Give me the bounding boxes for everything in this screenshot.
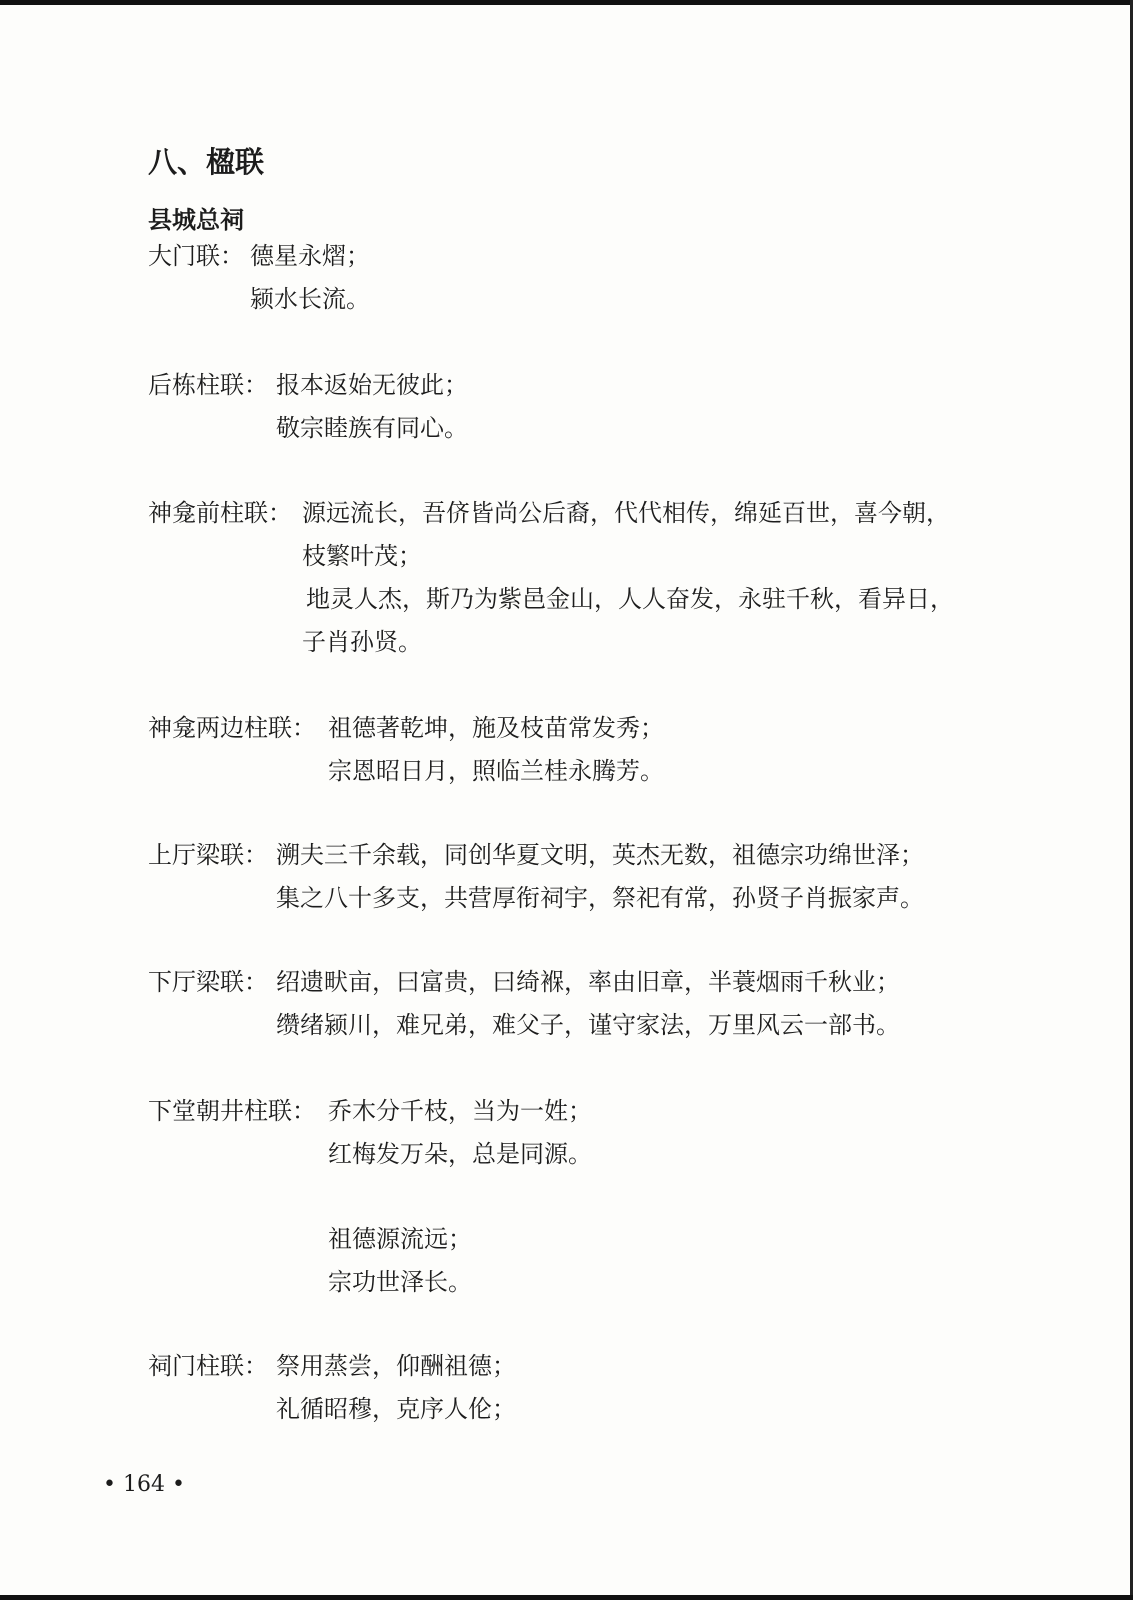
couplet-line: 祖德源流远；: [328, 1225, 472, 1253]
couplet-line: 敬宗睦族有同心。: [276, 414, 468, 442]
couplet-line: 礼循昭穆，克序人伦；: [276, 1395, 516, 1423]
couplet-line: 缵绪颍川，难兄弟，难父子，谨守家法，万里风云一部书。: [276, 1011, 900, 1039]
couplet-line: 祖德著乾坤，施及枝苗常发秀；: [328, 714, 664, 742]
couplet-line: 宗功世泽长。: [328, 1268, 472, 1296]
subsection-title: 县城总祠: [148, 206, 244, 234]
couplet-label: 下堂朝井柱联：: [148, 1097, 316, 1125]
couplet-line: 祭用蒸尝，仰酬祖德；: [276, 1352, 516, 1380]
couplet-line: 源远流长，吾侪皆尚公后裔，代代相传，绵延百世，喜今朝，: [302, 499, 950, 527]
section-title: 八、楹联: [148, 145, 265, 179]
couplet-line: 宗恩昭日月，照临兰桂永腾芳。: [328, 757, 664, 785]
couplet-line: 德星永熠；: [250, 242, 370, 270]
couplet-line: 乔木分千枝，当为一姓；: [328, 1097, 592, 1125]
scan-top-edge: [0, 0, 1133, 5]
couplet-line: 地灵人杰，斯乃为紫邑金山，人人奋发，永驻千秋，看异日，: [306, 585, 954, 613]
couplet-label: 后栋柱联：: [148, 371, 268, 399]
scan-bottom-edge: [0, 1595, 1133, 1600]
couplet-line: 枝繁叶茂；: [302, 542, 422, 570]
couplet-label: 祠门柱联：: [148, 1352, 268, 1380]
page-number: • 164 •: [103, 1472, 185, 1497]
couplet-line: 报本返始无彼此；: [276, 371, 468, 399]
couplet-label: 神龛前柱联：: [148, 499, 292, 527]
couplet-label: 神龛两边柱联：: [148, 714, 316, 742]
couplet-line: 绍遗畎亩，曰富贵，曰绮褓，率由旧章，半蓑烟雨千秋业；: [276, 968, 900, 996]
couplet-line: 子肖孙贤。: [302, 628, 422, 656]
couplet-line: 集之八十多支，共营厚衔祠宇，祭祀有常，孙贤子肖振家声。: [276, 884, 924, 912]
couplet-line: 颍水长流。: [250, 285, 370, 313]
couplet-label: 上厅梁联：: [148, 841, 268, 869]
couplet-line: 溯夫三千余载，同创华夏文明，英杰无数，祖德宗功绵世泽；: [276, 841, 924, 869]
couplet-line: 红梅发万朵，总是同源。: [328, 1140, 592, 1168]
couplet-label: 下厅梁联：: [148, 968, 268, 996]
couplet-label: 大门联：: [148, 242, 244, 270]
